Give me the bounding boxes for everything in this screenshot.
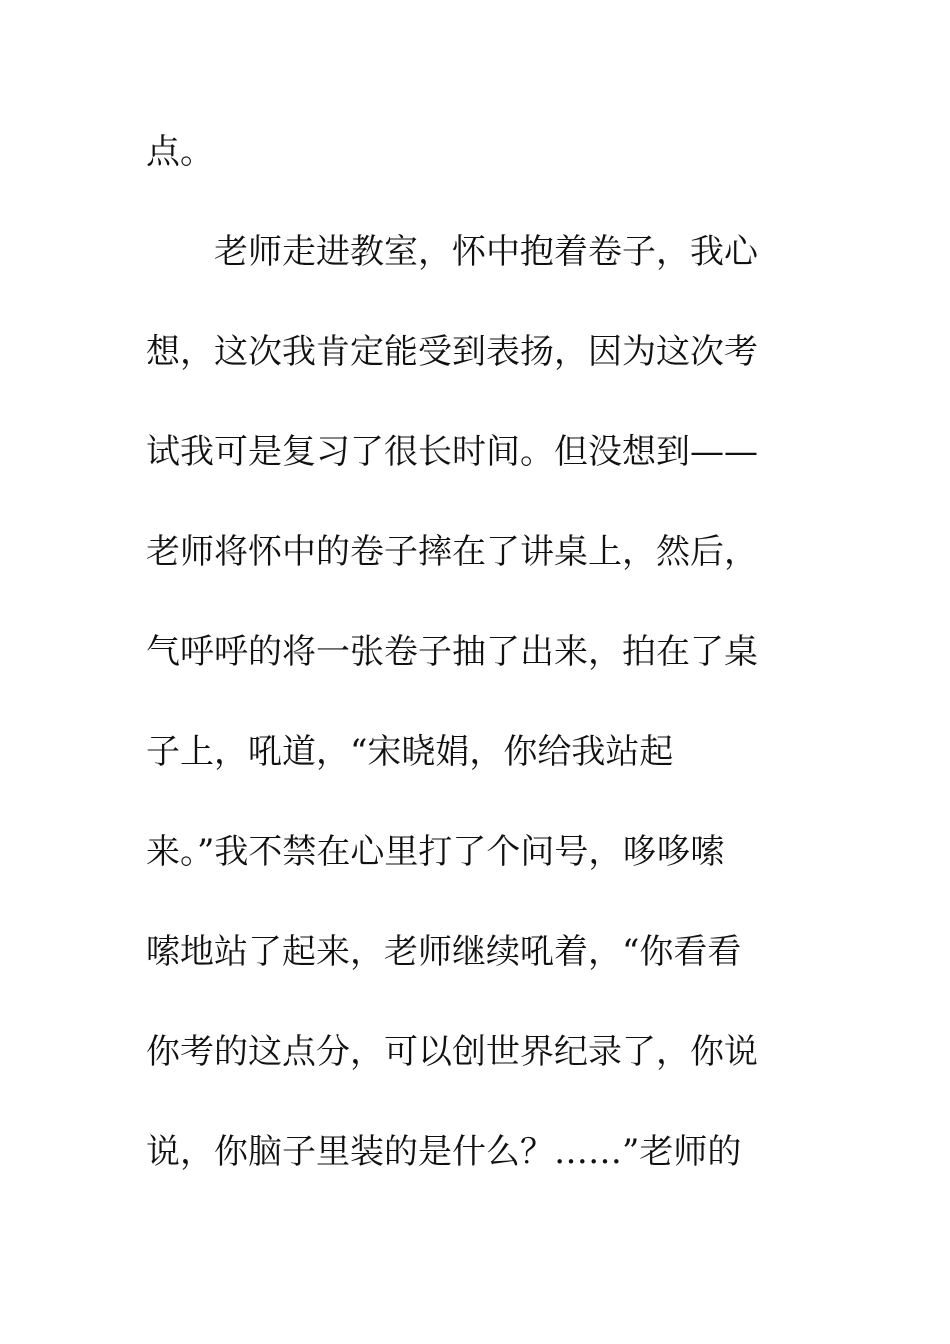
text-line: 子上，吼道，“宋晓娟，你给我站起: [146, 732, 674, 772]
text-line: 点。: [146, 132, 214, 172]
text-line: 老师将怀中的卷子摔在了讲桌上，然后，: [146, 532, 758, 572]
text-line: 想，这次我肯定能受到表扬，因为这次考: [146, 332, 758, 372]
text-line: 来。”我不禁在心里打了个问号，哆哆嗦: [146, 832, 725, 872]
text-line: 试我可是复习了很长时间。但没想到——: [146, 432, 758, 472]
text-line: 说，你脑子里装的是什么？……”老师的: [146, 1132, 742, 1172]
text-line: 你考的这点分，可以创世界纪录了，你说: [146, 1032, 758, 1072]
paragraph-first-line: 老师走进教室，怀中抱着卷子，我心: [214, 232, 758, 272]
text-line: 气呼呼的将一张卷子抽了出来，拍在了桌: [146, 632, 758, 672]
text-line: 嗦地站了起来，老师继续吼着，“你看看: [146, 932, 742, 972]
